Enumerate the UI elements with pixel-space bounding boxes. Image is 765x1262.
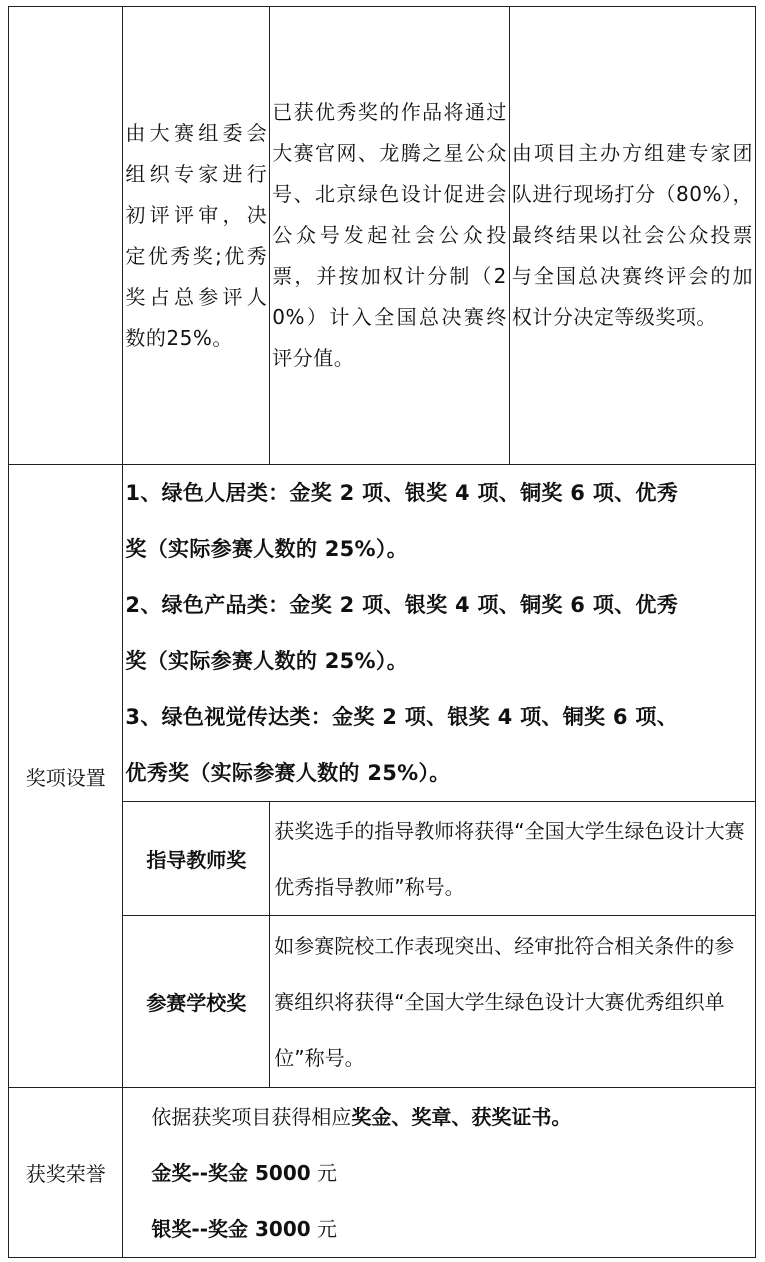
preliminary-review-cell: 由大赛组委会组织专家进行初评评审，决定优秀奖;优秀奖占总参评人数的25%。 — [123, 7, 270, 465]
empty-label-cell — [9, 7, 123, 465]
gold-prize-prefix: 金奖--奖金 — [151, 1160, 255, 1185]
honor-intro-plain: 依据获奖项目获得相应 — [151, 1104, 352, 1129]
final-review-cell: 由项目主办方组建专家团队进行现场打分（80%），最终结果以社会公众投票与全国总决赛终评会的加权计分决定等级奖项。 — [509, 7, 755, 465]
award-line-1: 1、绿色人居类：金奖 2 项、银奖 4 项、铜奖 6 项、优秀 — [125, 481, 679, 505]
school-award-text: 如参赛院校工作表现突出、经审批符合相关条件的参赛组织将获得“全国大学生绿色设计大赛优秀组织单位”称号。 — [270, 916, 756, 1088]
award-line-6: 优秀奖（实际参赛人数的 25%）。 — [125, 761, 451, 785]
gold-prize-unit: 元 — [310, 1160, 338, 1185]
honor-row — [9, 1088, 756, 1258]
awards-categories-cell — [123, 465, 756, 802]
gold-prize-line — [123, 1145, 755, 1201]
awards-setup-label: 奖项设置 — [9, 465, 123, 1088]
silver-prize-amount: 3000 — [255, 1216, 311, 1241]
silver-prize-line — [123, 1201, 755, 1257]
evaluation-row — [9, 7, 756, 465]
awards-categories-row — [9, 465, 756, 802]
honor-label: 获奖荣誉 — [9, 1088, 123, 1258]
teacher-award-text: 获奖选手的指导教师将获得“全国大学生绿色设计大赛优秀指导教师”称号。 — [270, 802, 756, 916]
silver-prize-prefix: 银奖--奖金 — [151, 1216, 255, 1241]
public-vote-cell: 已获优秀奖的作品将通过大赛官网、龙腾之星公众号、北京绿色设计促进会公众号发起社会公众投票，并按加权计分制（20%）计入全国总决赛终评分值。 — [270, 7, 510, 465]
school-award-label: 参赛学校奖 — [123, 916, 270, 1088]
honor-intro — [123, 1089, 755, 1145]
award-line-2: 奖（实际参赛人数的 25%）。 — [125, 537, 408, 561]
honor-cell — [123, 1088, 756, 1258]
award-line-5: 3、绿色视觉传达类：金奖 2 项、银奖 4 项、铜奖 6 项、 — [125, 705, 679, 729]
competition-table — [8, 6, 756, 1258]
award-line-4: 奖（实际参赛人数的 25%）。 — [125, 649, 408, 673]
gold-prize-amount: 5000 — [255, 1160, 311, 1185]
teacher-award-label: 指导教师奖 — [123, 802, 270, 916]
honor-intro-bold: 奖金、奖章、获奖证书。 — [351, 1104, 572, 1129]
silver-prize-unit: 元 — [310, 1216, 338, 1241]
award-line-3: 2、绿色产品类：金奖 2 项、银奖 4 项、铜奖 6 项、优秀 — [125, 593, 679, 617]
